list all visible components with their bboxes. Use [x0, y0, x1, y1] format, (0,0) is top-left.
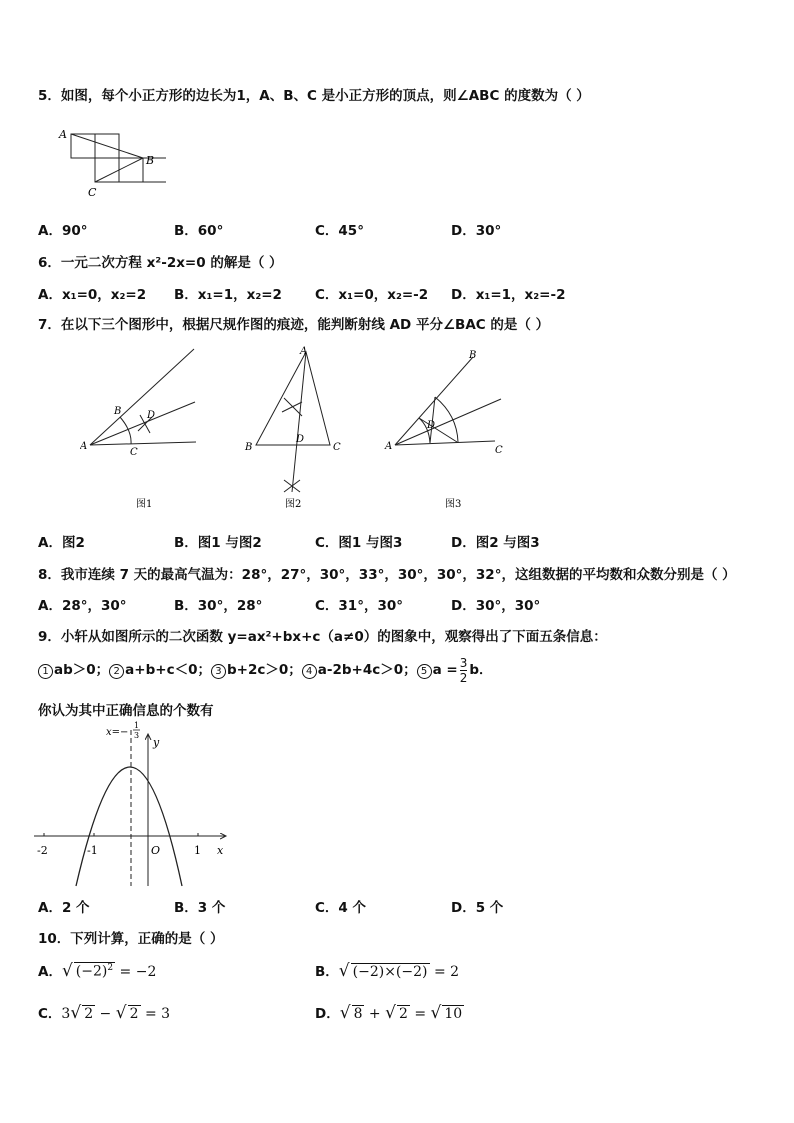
fraction-numerator: 3	[459, 655, 468, 670]
info-5a: a =	[432, 662, 458, 678]
q7-figure-3	[383, 345, 513, 515]
q6-option-b[interactable]: B．x₁=1，x₂=2	[174, 287, 282, 303]
q8-option-d[interactable]: D．30°，30°	[451, 598, 541, 614]
radical-sign: √	[61, 961, 73, 981]
q5-stem: 5．如图，每个小正方形的边长为1，A、B、C 是小正方形的顶点，则∠ABC 的度数为（ ）	[38, 88, 590, 104]
radical-sign: √	[430, 1003, 442, 1023]
radicand	[74, 962, 115, 980]
parabola-curve	[76, 767, 182, 886]
radical-sign: √	[385, 1003, 396, 1023]
q5-label-c: C	[88, 186, 97, 198]
q10-option-d[interactable]	[315, 1002, 464, 1023]
fig1-label-a: A	[80, 441, 88, 452]
equals-sign: =	[409, 1006, 431, 1022]
radical-sign: √	[338, 961, 350, 981]
option-a-label: A．	[38, 964, 62, 980]
fig3-label-b: B	[469, 350, 477, 361]
radicand-3: 10	[444, 1006, 463, 1022]
fig1-ray-ad	[90, 402, 195, 445]
fig2-label-c: C	[333, 442, 341, 453]
fig3-ray-ab	[395, 357, 473, 445]
option-c-rest: = 3	[140, 1006, 171, 1022]
tick-label-neg2: -2	[37, 844, 48, 857]
q6-option-c[interactable]: C．x₁=0，x₂=-2	[315, 287, 429, 303]
plus-sign: +	[364, 1006, 386, 1022]
info-number-4: 4	[302, 664, 317, 679]
info-number-2: 2	[109, 664, 124, 679]
fig3-label-c: C	[495, 445, 503, 456]
coefficient: 3	[61, 1006, 71, 1022]
q8-option-b[interactable]: B．30°，28°	[174, 598, 263, 614]
info-4: a-2b+4c＞0；	[317, 662, 417, 678]
q8-stem: 8．我市连续 7 天的最高气温为：28°，27°，30°，33°，30°，30°，32°，这组数据的平均数和众数分别是（ ）	[38, 567, 736, 583]
fig2-label-b: B	[245, 442, 253, 453]
q6-option-d[interactable]: D．x₁=1，x₂=-2	[451, 287, 566, 303]
q6-stem: 6．一元二次方程 x²-2x=0 的解是（ ）	[38, 255, 283, 271]
info-3: b+2c＞0；	[226, 662, 302, 678]
q10-option-c[interactable]	[38, 1002, 170, 1023]
fig3-ray-ad	[395, 399, 501, 445]
q7-figure-2	[240, 342, 350, 517]
q5-bottom-squares	[95, 158, 166, 182]
q5-grid-figure	[56, 126, 166, 198]
tick-label-1: 1	[194, 844, 201, 857]
info-number-5: 5	[417, 664, 432, 679]
q9-prompt: 你认为其中正确信息的个数有	[38, 703, 214, 719]
origin-label: O	[151, 844, 161, 857]
q7-option-b[interactable]: B．图1 与图2	[174, 535, 262, 551]
fig3-ray-ac	[395, 441, 495, 445]
q9-option-a[interactable]: A．2 个	[38, 900, 90, 916]
fig1-ray-ac	[90, 442, 196, 445]
q8-option-a[interactable]: A．28°，30°	[38, 598, 127, 614]
radicand-text: (−2)	[75, 964, 108, 980]
q7-stem: 7．在以下三个图形中，根据尺规作图的痕迹，能判断射线 AD 平分∠BAC 的是（ ）	[38, 317, 550, 333]
option-d-label: D．	[315, 1006, 340, 1022]
tick-label-neg1: -1	[87, 844, 98, 857]
option-b-rest: = 2	[429, 964, 460, 980]
q5-option-b[interactable]: B．60°	[174, 223, 224, 239]
fig1-label-c: C	[130, 447, 138, 458]
q5-label-a: A	[59, 128, 67, 141]
radicand-1: 2	[84, 1006, 94, 1022]
q6-option-a[interactable]: A．x₁=0，x₂=2	[38, 287, 147, 303]
info-1: ab＞0；	[54, 662, 110, 678]
radicand-1: 8	[353, 1006, 363, 1022]
q8-option-c[interactable]: C．31°，30°	[315, 598, 403, 614]
minus-sign: −	[95, 1006, 116, 1022]
q10-option-a[interactable]	[38, 960, 156, 981]
fig2-label-d: D	[296, 434, 305, 445]
option-b-label: B．	[315, 964, 339, 980]
q9-option-b[interactable]: B．3 个	[174, 900, 226, 916]
q9-info-line	[38, 655, 493, 685]
option-c-label: C．	[38, 1006, 62, 1022]
axis-label-numerator: 1	[134, 721, 140, 730]
info-5b: b．	[469, 662, 493, 678]
fig2-caption: 图2	[285, 499, 302, 510]
q10-stem: 10．下列计算，正确的是（ ）	[38, 931, 224, 947]
radical-sign: √	[339, 1003, 351, 1023]
fig2-label-a: A	[300, 346, 308, 357]
info-2: a+b+c＜0；	[125, 662, 211, 678]
q5-line-ab	[71, 134, 143, 158]
fig3-label-a: A	[385, 441, 393, 452]
q9-stem: 9．小轩从如图所示的二次函数 y=ax²+bx+c（a≠0）的图象中，观察得出了下面五条信息：	[38, 629, 607, 645]
q7-option-a[interactable]: A．图2	[38, 535, 85, 551]
axis-label-denominator: 3	[134, 731, 140, 740]
fig3-caption: 图3	[445, 499, 462, 510]
radicand-2: 2	[398, 1006, 408, 1022]
info-number-3: 3	[211, 664, 226, 679]
exponent: 2	[107, 963, 114, 974]
x-axis-label: x	[217, 844, 224, 857]
q7-option-d[interactable]: D．图2 与图3	[451, 535, 540, 551]
axis-label: x=−	[106, 727, 129, 738]
q7-figure-1	[80, 345, 210, 515]
q9-option-d[interactable]: D．5 个	[451, 900, 504, 916]
q9-parabola-graph	[30, 718, 240, 890]
q10-option-b[interactable]	[315, 960, 459, 981]
fig3-label-d: D	[427, 420, 436, 431]
radicand: (−2)×(−2)	[352, 964, 428, 980]
y-axis-label: y	[153, 736, 160, 749]
q5-label-b: B	[146, 154, 155, 167]
info-number-1: 1	[38, 664, 53, 679]
fig1-ray-ab	[90, 349, 194, 445]
q5-option-d[interactable]: D．30°	[451, 223, 502, 239]
fig1-label-b: B	[114, 406, 122, 417]
fraction-denominator: 2	[459, 670, 468, 685]
radical-sign: √	[70, 1003, 82, 1023]
radical-sign: √	[115, 1003, 127, 1023]
q5-option-c[interactable]: C．45°	[315, 223, 364, 239]
q9-option-c[interactable]: C．4 个	[315, 900, 367, 916]
fig1-label-d: D	[147, 410, 156, 421]
radicand-2: 2	[129, 1006, 139, 1022]
q5-option-a[interactable]: A．90°	[38, 223, 88, 239]
fig2-triangle	[256, 352, 330, 445]
q7-option-c[interactable]: C．图1 与图3	[315, 535, 403, 551]
option-a-rest: = −2	[115, 964, 157, 980]
info-5-fraction	[460, 656, 468, 685]
fig2-line-ad	[292, 352, 306, 492]
fig1-caption: 图1	[136, 499, 153, 510]
